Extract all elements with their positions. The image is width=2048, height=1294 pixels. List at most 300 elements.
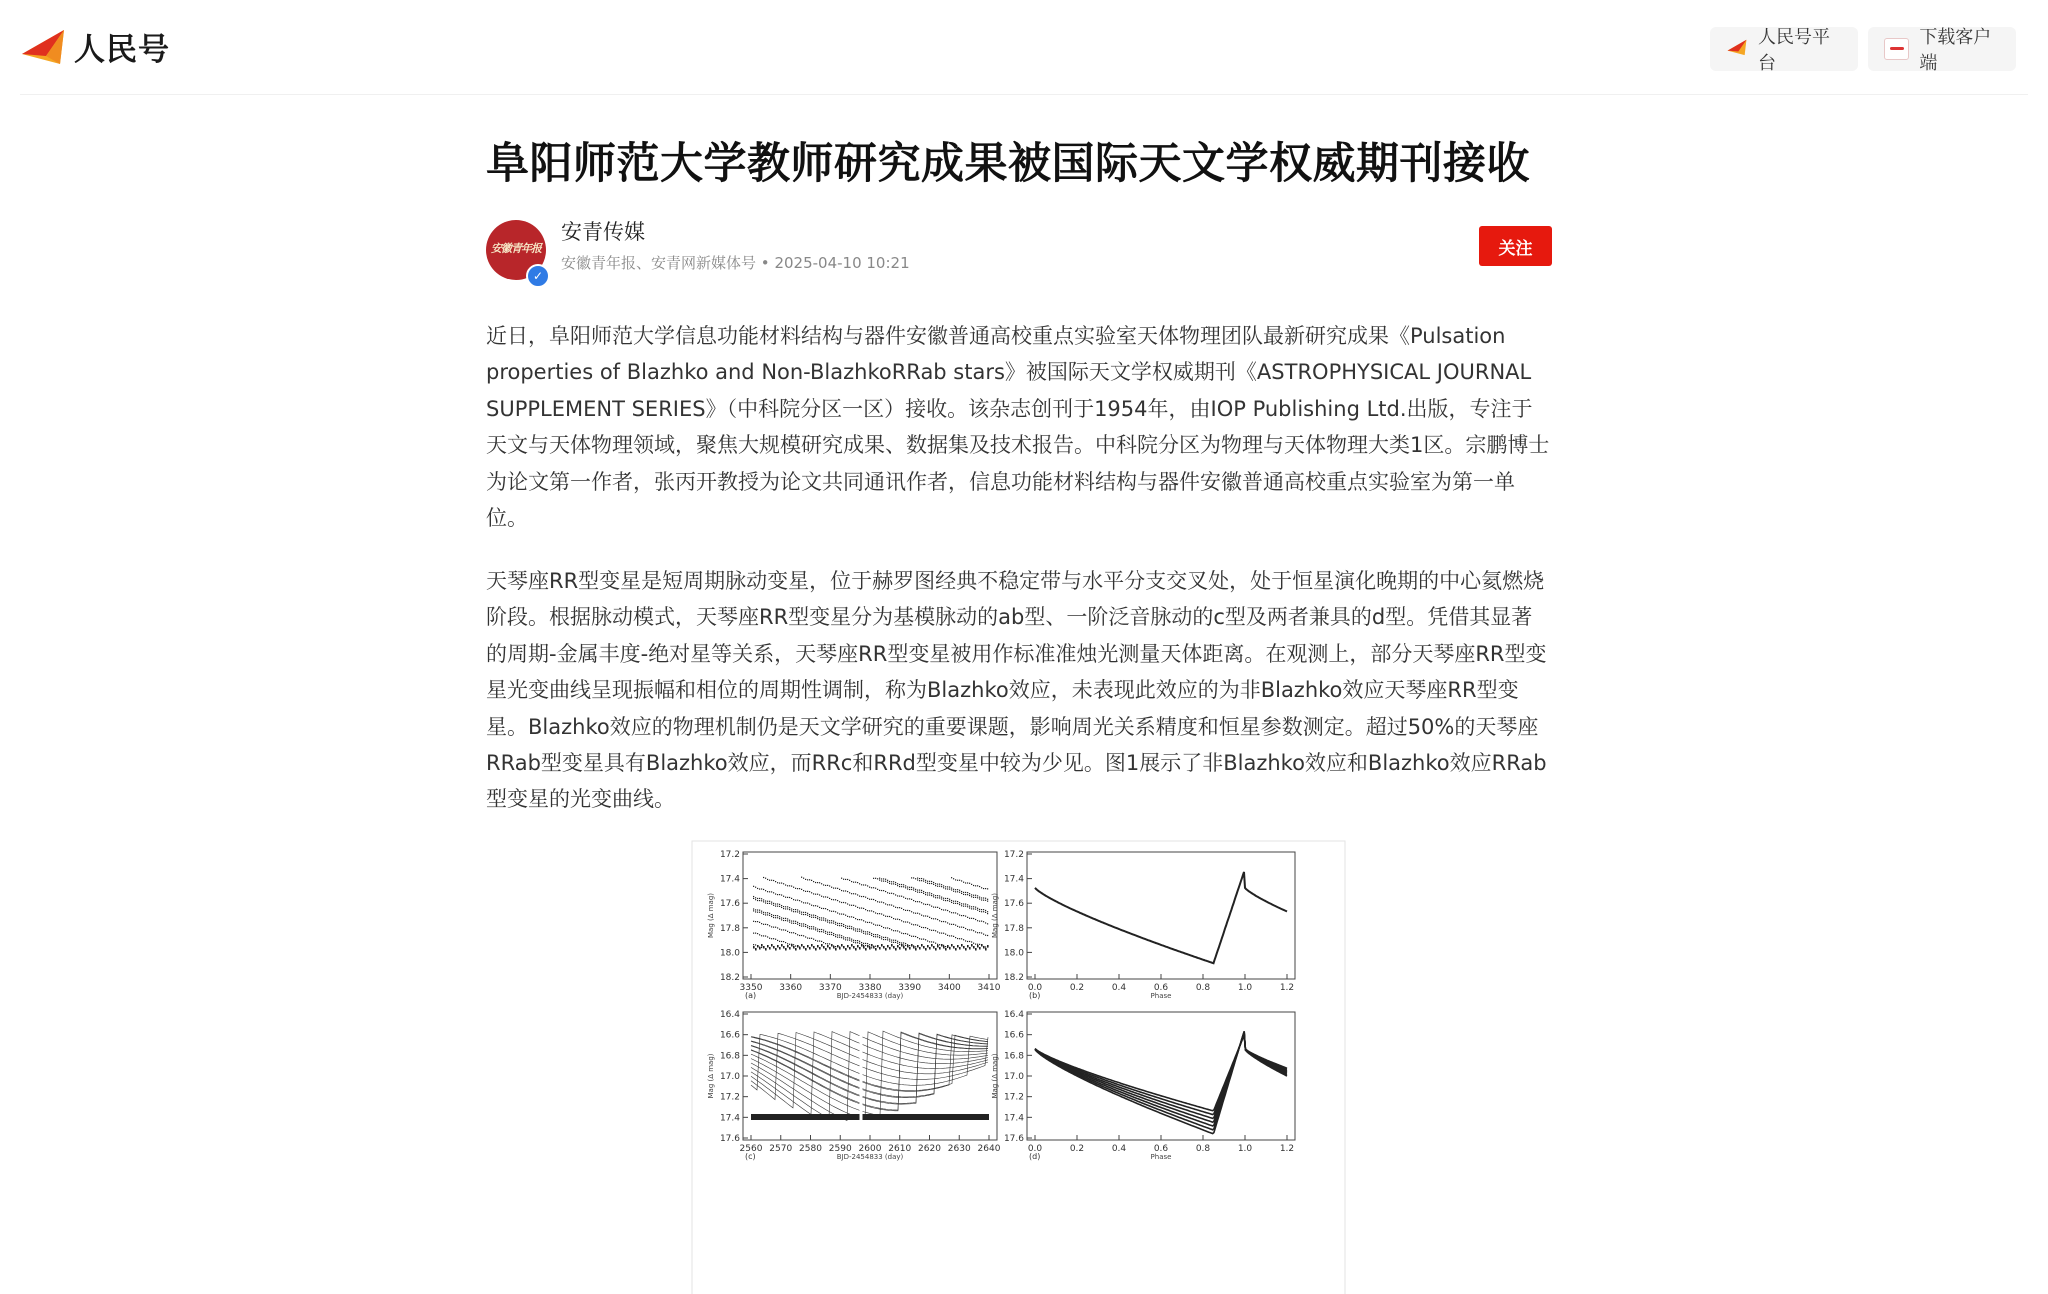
- panel-a-point: [811, 928, 812, 929]
- panel-a-point: [867, 910, 868, 911]
- panel-a-point: [869, 899, 870, 900]
- panel-a-point: [875, 888, 876, 889]
- panel-a-point: [957, 903, 958, 904]
- panel-a-point: [939, 886, 940, 887]
- panel-a-point: [879, 878, 880, 879]
- panel-a-point: [959, 892, 960, 893]
- panel-a-point: [799, 923, 800, 924]
- panel-d-xtick-label: 0.0: [1027, 1144, 1043, 1154]
- panel-a-point: [959, 880, 960, 881]
- panel-a-point: [923, 879, 924, 880]
- panel-a-point: [809, 891, 810, 892]
- panel-a-point: [831, 944, 833, 947]
- panel-a-point: [961, 903, 962, 904]
- panel-a-point: [967, 906, 968, 907]
- panel-a-point: [753, 898, 754, 899]
- panel-a-point: [775, 915, 776, 916]
- panel-a-point: [973, 930, 974, 931]
- panel-a-point: [891, 883, 892, 884]
- panel-a-point: [883, 881, 884, 882]
- panel-a-point: [969, 929, 970, 930]
- panel-a-point: [815, 882, 816, 883]
- panel-a-point: [963, 906, 964, 907]
- panel-a-point: [775, 903, 776, 904]
- panel-a-point: [779, 916, 780, 917]
- panel-a-point: [915, 946, 916, 947]
- panel-a-point: [831, 920, 832, 921]
- avatar[interactable]: [486, 220, 546, 283]
- panel-a-point: [985, 900, 986, 901]
- panel-a-point: [895, 940, 896, 941]
- panel-a-point: [951, 944, 953, 947]
- panel-a-point: [931, 906, 932, 907]
- panel-a-point: [845, 915, 846, 916]
- panel-a-point: [773, 880, 774, 881]
- panel-a-point: [947, 935, 948, 936]
- panel-c-ytick-label: 16.4: [719, 1010, 740, 1020]
- panel-a-point: [903, 944, 904, 945]
- panel-a-point: [777, 882, 778, 883]
- panel-a-point: [837, 945, 839, 948]
- panel-a-point: [963, 946, 965, 949]
- panel-a-point: [887, 945, 889, 948]
- panel-a-point: [861, 930, 862, 931]
- panel-a-point: [879, 879, 880, 880]
- panel-a-point: [953, 878, 954, 879]
- panel-a-point: [787, 906, 788, 907]
- panel-a-point: [825, 896, 826, 897]
- panel-a-point: [959, 947, 961, 950]
- panel-a-point: [975, 909, 976, 910]
- panel-a-point: [781, 882, 782, 883]
- panel-a-point: [777, 906, 778, 907]
- download-app-button[interactable]: [1868, 27, 2016, 74]
- panel-a-point: [851, 905, 852, 906]
- panel-a-point: [913, 912, 914, 913]
- panel-a-point: [871, 935, 872, 936]
- panel-a-point: [805, 879, 806, 880]
- panel-a-point: [851, 916, 852, 917]
- panel-a-point: [919, 947, 921, 950]
- panel-a-point: [941, 909, 942, 910]
- panel-a-point: [831, 911, 832, 912]
- follow-button[interactable]: 关注: [1479, 226, 1552, 266]
- panel-a-point: [815, 915, 816, 916]
- panel-a-point: [961, 915, 962, 916]
- panel-a-point: [763, 914, 764, 915]
- panel-a-point: [813, 939, 814, 940]
- panel-a-point: [975, 885, 976, 886]
- panel-a-point: [901, 920, 902, 921]
- panel-a-point: [987, 911, 988, 912]
- panel-a-point: [821, 944, 823, 947]
- panel-a-point: [945, 934, 946, 935]
- panel-a-point: [867, 945, 869, 948]
- panel-a-point: [777, 940, 778, 941]
- panel-a-point: [939, 884, 940, 885]
- panel-a-point: [771, 891, 772, 892]
- panel-a-point: [841, 913, 842, 914]
- panel-a-point: [807, 915, 808, 916]
- panel-a-point: [931, 918, 932, 919]
- panel-a-point: [891, 939, 892, 940]
- panel-a-point: [857, 907, 858, 908]
- panel-a-point: [903, 942, 904, 943]
- panel-a-point: [795, 923, 796, 924]
- panel-a-point: [969, 907, 970, 908]
- panel-a-point: [965, 940, 966, 941]
- panel-a-point: [753, 944, 754, 945]
- panel-a-point: [937, 907, 938, 908]
- panel-a-point: [885, 948, 887, 951]
- panel-a-point: [893, 940, 894, 941]
- panel-a-point: [903, 909, 904, 910]
- panel-a-point: [887, 916, 888, 917]
- panel-a-point: [785, 906, 786, 907]
- panel-a-point: [847, 891, 848, 892]
- paragraph-2: 天琴座RR型变星是短周期脉动变星，位于赫罗图经典不稳定带与水平分支交叉处，处于恒星演化晚期的中心氦燃烧阶段。根据脉动模式，天琴座RR型变星分为基模脉动的ab型、一阶泛音脉动的c型及两者兼具的d型。凭借其显著的周期-金属丰度-绝对星等关系，天琴座RR型变星被用作标准准烛光测量天体距离。在观测上，部分天琴座RR型变星光变曲线呈现振幅和相位的周期性调制，称为Blazhko效应，未表现此效应的为非Blazhko效应天琴座RR型变星。Blazhko效应的物理机制仍是天文学研究的重要课题，影响周光关系精度和恒星参数测定。超过50%的天琴座RRab型变星具有Blazhko效应，而RRc和RRd型变星中较为少见。图1展示了非Blazhko效应和Blazhko效应RRab型变星的光变曲线。: [486, 569, 1547, 812]
- panel-a-point: [819, 931, 820, 932]
- panel-a-point: [859, 941, 860, 942]
- panel-a-point: [889, 928, 890, 929]
- panel-a-point: [919, 892, 920, 893]
- panel-a-point: [955, 948, 957, 951]
- panel-a-point: [899, 942, 900, 943]
- panel-a-point: [763, 901, 764, 902]
- panel-a-point: [925, 892, 926, 893]
- panel-a-point: [779, 941, 780, 942]
- panel-a-point: [923, 880, 924, 881]
- panel-a-xtick-label: 3390: [898, 983, 922, 993]
- panel-a-point: [893, 881, 894, 882]
- panel-a-point: [917, 925, 918, 926]
- panel-a-point: [951, 900, 952, 901]
- panel-a-point: [801, 923, 802, 924]
- panel-a-point: [761, 900, 762, 901]
- panel-a-point: [899, 919, 900, 920]
- panel-a-point: [979, 932, 980, 933]
- panel-a-point: [825, 943, 826, 944]
- panel-a-point: [821, 883, 822, 884]
- panel-a-point: [799, 912, 800, 913]
- panel-a-point: [925, 939, 926, 940]
- panel-a-point: [827, 932, 828, 933]
- panel-a-point: [957, 880, 958, 881]
- panel-a-point: [953, 936, 954, 937]
- panel-a-point: [809, 879, 810, 880]
- figure-light-curves: [691, 840, 1346, 1294]
- panel-a-point: [981, 911, 982, 912]
- panel-a-point: [883, 878, 884, 879]
- panel-a-point: [937, 884, 938, 885]
- panel-a-point: [845, 948, 847, 951]
- panel-a-point: [757, 912, 758, 913]
- panel-a-point: [761, 935, 762, 936]
- panel-a-point: [769, 947, 771, 950]
- panel-a-point: [979, 911, 980, 912]
- panel-a-point: [943, 945, 944, 946]
- panel-a-point: [897, 895, 898, 896]
- panel-a-point: [853, 929, 854, 930]
- panel-a-point: [941, 897, 942, 898]
- panel-a-point: [807, 879, 808, 880]
- panel-a-point: [817, 882, 818, 883]
- panel-a-point: [977, 920, 978, 921]
- panel-a-point: [867, 885, 868, 886]
- panel-a-point: [909, 898, 910, 899]
- panel-a-point: [881, 880, 882, 881]
- panel-a-point: [833, 911, 834, 912]
- panel-a-point: [921, 878, 922, 879]
- panel-a-point: [981, 887, 982, 888]
- panel-a-point: [771, 903, 772, 904]
- panel-a-point: [809, 916, 810, 917]
- panel-a-point: [901, 942, 902, 943]
- panel-a-point: [829, 920, 830, 921]
- panel-a-point: [825, 918, 826, 919]
- panel-a-point: [843, 926, 844, 927]
- panel-a-point: [855, 906, 856, 907]
- panel-a-point: [981, 921, 982, 922]
- panel-a-point: [947, 900, 948, 901]
- panel-a-point: [835, 934, 836, 935]
- panel-a-point: [775, 906, 776, 907]
- panel-a-point: [821, 908, 822, 909]
- panel-a-point: [873, 924, 874, 925]
- panel-a-point: [951, 889, 952, 890]
- panel-a-point: [983, 921, 984, 922]
- panel-a-point: [841, 937, 842, 938]
- panel-a-point: [867, 931, 868, 932]
- panel-a-point: [823, 917, 824, 918]
- avatar-text: 安徽青年报: [491, 242, 541, 255]
- panel-a-point: [817, 940, 818, 941]
- panel-a-point: [849, 928, 850, 929]
- panel-a-point: [975, 931, 976, 932]
- panel-a-point: [925, 904, 926, 905]
- panel-a-point: [927, 892, 928, 893]
- panel-a-point: [969, 947, 971, 950]
- panel-c-xtick-label: 2640: [977, 1144, 1001, 1154]
- panel-a-point: [927, 883, 928, 884]
- author-name[interactable]: 安青传媒: [561, 220, 645, 244]
- panel-a-point: [811, 926, 812, 927]
- panel-d-ytick-label: 17.6: [1003, 1134, 1024, 1144]
- panel-a-point: [817, 945, 819, 948]
- panel-a-point: [851, 926, 852, 927]
- panel-a-point: [797, 888, 798, 889]
- panel-a-point: [853, 905, 854, 906]
- panel-a-point: [885, 939, 886, 940]
- panel-a-point: [963, 927, 964, 928]
- panel-a-point: [851, 928, 852, 929]
- panel-a-point: [939, 944, 940, 945]
- panel-a-point: [901, 944, 903, 947]
- panel-a-point: [769, 915, 770, 916]
- panel-a-point: [959, 915, 960, 916]
- panel-a-point: [871, 947, 872, 948]
- panel-a-point: [983, 946, 985, 949]
- panel-c-xtick-label: 2580: [799, 1144, 822, 1154]
- panel-a-point: [879, 935, 880, 936]
- panel-a-point: [977, 897, 978, 898]
- panel-a-point: [933, 894, 934, 895]
- panel-a-point: [795, 911, 796, 912]
- panel-a-point: [779, 929, 780, 930]
- panel-a-point: [937, 886, 938, 887]
- panel-a-point: [811, 944, 813, 947]
- panel-a-point: [929, 883, 930, 884]
- panel-a-point: [933, 884, 934, 885]
- panel-a-point: [809, 938, 810, 939]
- panel-a-point: [795, 900, 796, 901]
- panel-a-point: [921, 927, 922, 928]
- panel-d-xtick-label: 0.6: [1153, 1144, 1169, 1154]
- panel-a-point: [851, 939, 852, 940]
- panel-a-point: [855, 928, 856, 929]
- panel-a-point: [885, 927, 886, 928]
- panel-a-point: [927, 881, 928, 882]
- panel-a-point: [855, 948, 857, 951]
- panel-a-point: [761, 947, 762, 948]
- panel-a-point: [861, 884, 862, 885]
- panel-a-point: [761, 898, 762, 899]
- panel-a-point: [817, 918, 818, 919]
- panel-a-point: [855, 930, 856, 931]
- panel-a-point: [905, 898, 906, 899]
- panel-a-point: [969, 893, 970, 894]
- panel-a-point: [947, 898, 948, 899]
- panel-a-point: [911, 889, 912, 890]
- panel-a-point: [811, 938, 812, 939]
- panel-a-point: [903, 884, 904, 885]
- panel-a-point: [905, 885, 906, 886]
- panel-a-point: [901, 896, 902, 897]
- panel-a-point: [931, 930, 932, 931]
- panel-a-point: [777, 903, 778, 904]
- panel-a-point: [961, 880, 962, 881]
- panel-a-point: [849, 904, 850, 905]
- panel-a-point: [945, 909, 946, 910]
- panel-a-point: [773, 892, 774, 893]
- panel-a-point: [943, 946, 945, 949]
- panel-a-point: [763, 899, 764, 900]
- panel-a-point: [971, 894, 972, 895]
- panel-a-point: [787, 908, 788, 909]
- panel-a-point: [867, 922, 868, 923]
- panel-a-point: [851, 893, 852, 894]
- site-logo[interactable]: [20, 22, 170, 70]
- panel-a-point: [791, 898, 792, 899]
- top-bar: [0, 0, 2048, 96]
- panel-a-point: [949, 911, 950, 912]
- panel-a-point: [887, 927, 888, 928]
- panel-a-point: [963, 915, 964, 916]
- panel-a-point: [947, 886, 948, 887]
- panel-a-point: [795, 888, 796, 889]
- panel-a-point: [829, 932, 830, 933]
- panel-a-point: [913, 888, 914, 889]
- panel-a-ytick-label: 17.4: [719, 874, 740, 885]
- panel-a-point: [861, 896, 862, 897]
- panel-a-point: [789, 947, 791, 950]
- panel-a-point: [861, 942, 862, 943]
- platform-button[interactable]: [1710, 27, 1858, 74]
- panel-a-point: [935, 918, 936, 919]
- panel-a-point: [797, 911, 798, 912]
- panel-a-point: [801, 912, 802, 913]
- panel-a-point: [859, 907, 860, 908]
- panel-a-point: [927, 894, 928, 895]
- panel-a-point: [789, 885, 790, 886]
- panel-a-point: [833, 946, 835, 949]
- panel-a-point: [887, 937, 888, 938]
- panel-a-point: [819, 947, 821, 950]
- panel-a-point: [985, 912, 986, 913]
- panel-b-ytick-label: 17.4: [1003, 874, 1024, 885]
- panel-b-ytick-label: 18.2: [1003, 973, 1024, 983]
- panel-a-point: [973, 885, 974, 886]
- panel-a-point: [977, 895, 978, 896]
- panel-a-point: [781, 944, 783, 947]
- panel-a-point: [769, 925, 770, 926]
- panel-a-point: [819, 894, 820, 895]
- panel-a-point: [935, 897, 936, 898]
- panel-a-point: [901, 884, 902, 885]
- panel-a-point: [987, 945, 989, 948]
- panel-a-point: [935, 907, 936, 908]
- panel-a-point: [813, 928, 814, 929]
- panel-a-point: [755, 909, 756, 910]
- panel-a-point: [801, 914, 802, 915]
- panel-a-point: [851, 944, 853, 947]
- panel-a-point: [891, 929, 892, 930]
- panel-a-point: [787, 897, 788, 898]
- panel-a-point: [973, 906, 974, 907]
- panel-a-point: [869, 934, 870, 935]
- panel-a-point: [895, 919, 896, 920]
- panel-a-point: [779, 947, 781, 950]
- panel-a-point: [821, 919, 822, 920]
- panel-a-point: [967, 904, 968, 905]
- panel-a-point: [789, 932, 790, 933]
- panel-a-point: [887, 904, 888, 905]
- panel-a-point: [921, 939, 922, 940]
- panel-a-point: [781, 941, 782, 942]
- panel-a-point: [827, 945, 829, 948]
- panel-a-point: [813, 946, 815, 949]
- panel-a-point: [927, 940, 928, 941]
- panel-a-point: [753, 896, 754, 897]
- panel-a-point: [971, 896, 972, 897]
- panel-a-point: [919, 938, 920, 939]
- panel-a-point: [877, 878, 878, 879]
- panel-a-point: [957, 945, 959, 948]
- panel-a-point: [765, 924, 766, 925]
- panel-a-point: [869, 944, 870, 945]
- panel-a-point: [895, 930, 896, 931]
- panel-a-point: [839, 937, 840, 938]
- panel-a-point: [973, 918, 974, 919]
- panel-a-point: [877, 913, 878, 914]
- panel-a-point: [893, 930, 894, 931]
- panel-a-point: [931, 944, 933, 947]
- panel-a-point: [889, 947, 891, 950]
- panel-a-point: [877, 936, 878, 937]
- panel-a-point: [837, 912, 838, 913]
- panel-a-point: [785, 908, 786, 909]
- panel-a-point: [903, 921, 904, 922]
